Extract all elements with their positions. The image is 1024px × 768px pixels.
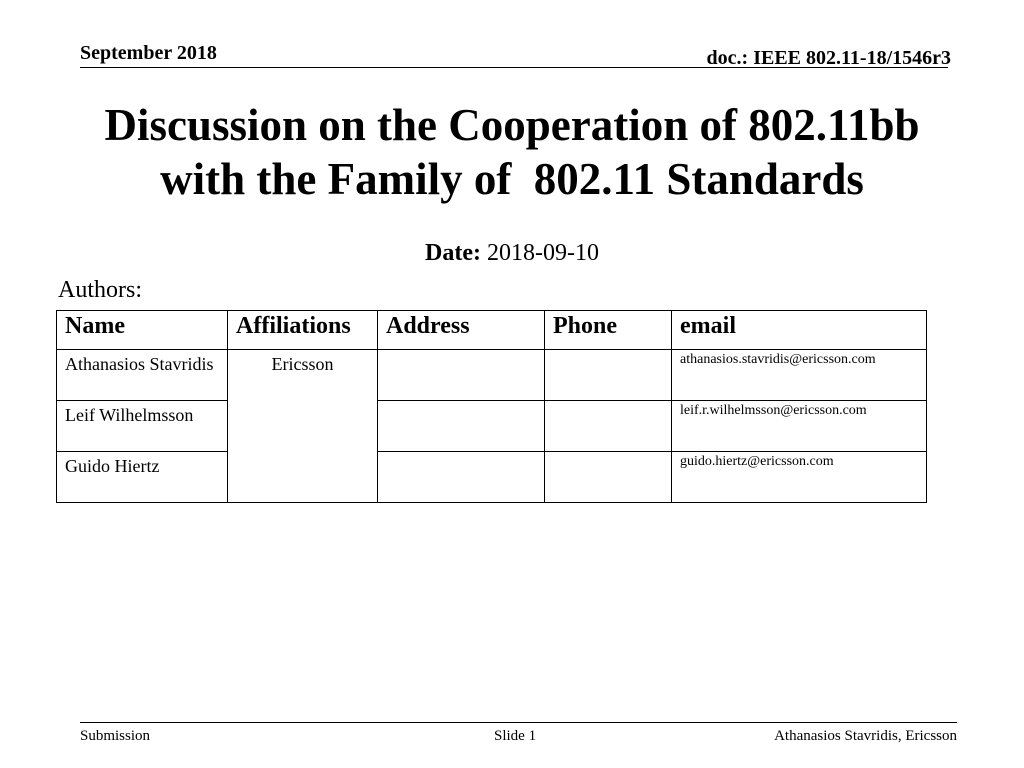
header-date: September 2018 (80, 42, 217, 64)
author-name: Guido Hiertz (57, 452, 228, 503)
table-row (57, 401, 927, 452)
header-divider (80, 67, 948, 68)
authors-label: Authors: (58, 277, 142, 303)
author-address (378, 401, 545, 452)
author-phone (545, 350, 672, 401)
column-header-address: Address (378, 311, 545, 350)
date-value: 2018-09-10 (486, 240, 599, 266)
author-address (378, 350, 545, 401)
footer-author: Athanasios Stavridis, Ericsson (774, 728, 957, 744)
author-name: Leif Wilhelmsson (57, 401, 228, 452)
author-email: athanasios.stavridis@ericsson.com (672, 350, 927, 401)
footer-slide-number: Slide 1 (494, 728, 537, 744)
author-phone (545, 452, 672, 503)
date-label: Date: (425, 240, 481, 266)
authors-table (56, 310, 927, 503)
table-row (57, 350, 927, 401)
column-header-email: email (672, 311, 927, 350)
author-phone (545, 401, 672, 452)
column-header-name: Name (57, 311, 228, 350)
author-address (378, 452, 545, 503)
table-header-row (57, 311, 927, 350)
slide-title: Discussion on the Cooperation of 802.11bb with the Family of 802.11 Standards (104, 100, 920, 204)
footer-divider (80, 722, 957, 723)
author-email: leif.r.wilhelmsson@ericsson.com (672, 401, 927, 452)
column-header-affiliations: Affiliations (228, 311, 378, 350)
table-row (57, 452, 927, 503)
column-header-phone: Phone (545, 311, 672, 350)
date-line (0, 240, 1024, 267)
header-doc-id: doc.: IEEE 802.11-18/1546r3 (706, 47, 951, 69)
author-name: Athanasios Stavridis (57, 350, 228, 401)
author-affiliation: Ericsson (228, 350, 378, 503)
author-email: guido.hiertz@ericsson.com (672, 452, 927, 503)
footer-submission: Submission (80, 728, 151, 744)
